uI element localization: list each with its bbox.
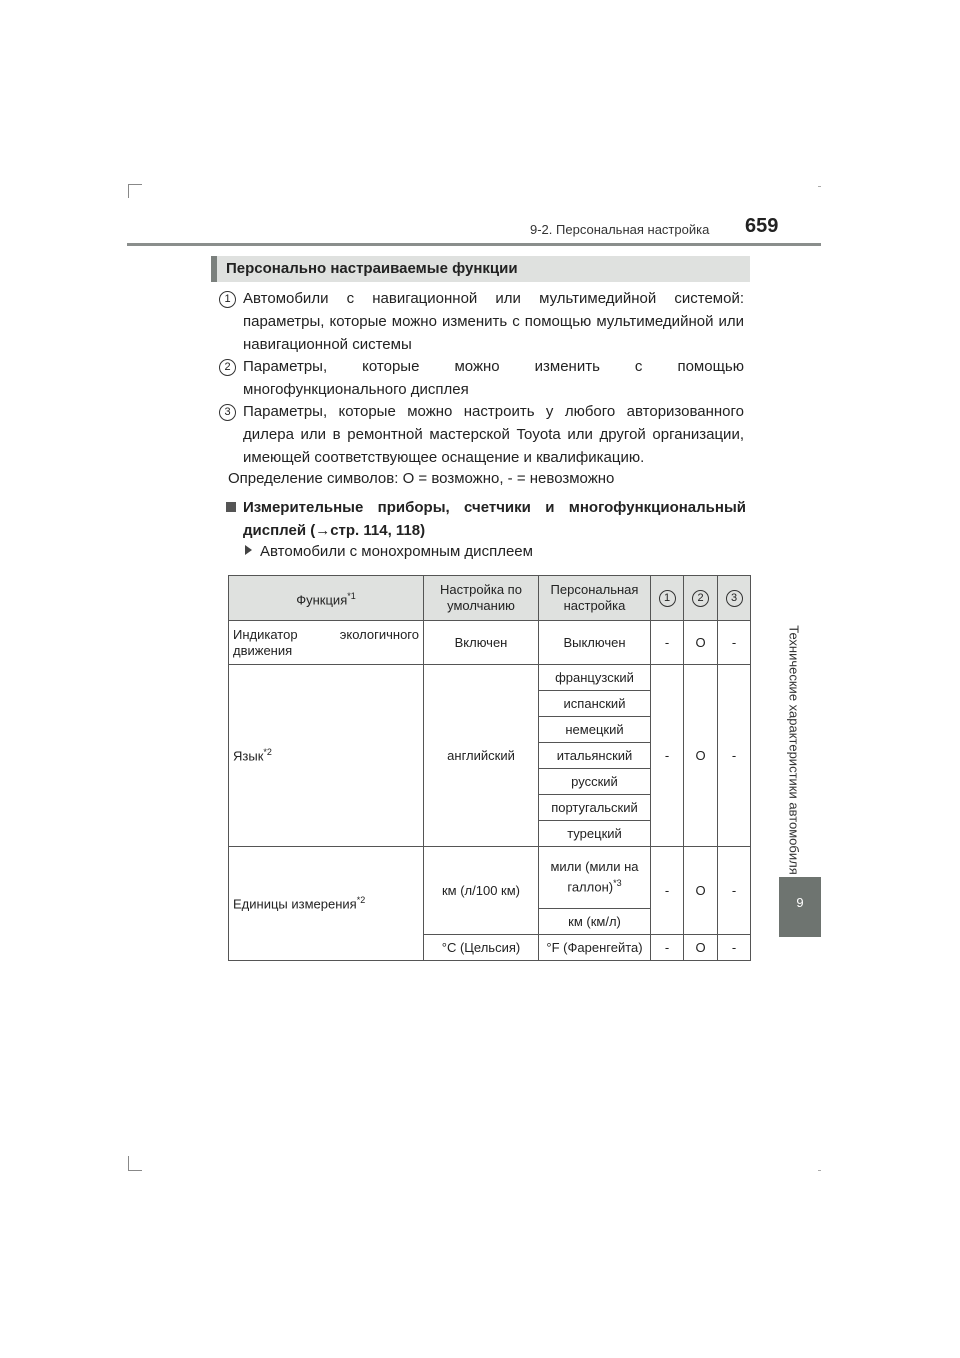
cell-c2: О	[684, 621, 718, 665]
table-row	[229, 621, 751, 665]
cell-c1: -	[651, 665, 684, 847]
cell-c3: -	[718, 621, 751, 665]
cell-function: Единицы измерения$^{*2}$	[229, 847, 424, 961]
col-header-3	[718, 576, 751, 621]
square-bullet-icon	[226, 502, 236, 512]
cell-c3: -	[718, 935, 751, 961]
cell-custom: русский	[539, 769, 651, 795]
cell-custom: французский	[539, 665, 651, 691]
crop-mark	[128, 184, 129, 198]
subheading	[226, 496, 746, 542]
cell-function: Индикатор экологичного движения	[229, 621, 424, 665]
subheading-text: Измерительные приборы, счетчики и многофункциональный дисплей (→стр. 114, 118)	[243, 499, 746, 539]
circle-number-icon: 3	[726, 590, 743, 607]
item-3	[219, 400, 744, 469]
header-rule	[127, 243, 821, 246]
bullet-item	[245, 543, 533, 560]
crop-mark	[128, 184, 142, 185]
circle-number-icon: 1	[219, 291, 236, 308]
section-title: Персонально настраиваемые функции	[226, 260, 518, 277]
table-header-row	[229, 576, 751, 621]
crop-mark	[128, 1170, 142, 1171]
circle-number-icon: 3	[219, 404, 236, 421]
symbol-legend: Определение символов: О = возможно, - = невозможно	[228, 470, 615, 487]
item-1	[219, 287, 744, 356]
crop-dot	[818, 1170, 821, 1171]
cell-c2: О	[684, 935, 718, 961]
section-header: 9-2. Персональная настройка	[530, 222, 710, 237]
cell-function: Язык$^{*2}$	[229, 665, 424, 847]
item-text: Автомобили с навигационной или мультимедийной системой: параметры, которые можно изменить с помощью мультимедийной или навигационной системы	[243, 290, 744, 353]
col-header-custom: Персональная настройка	[539, 576, 651, 621]
crop-mark	[128, 1156, 129, 1170]
table-row	[229, 665, 751, 691]
circle-number-icon: 1	[659, 590, 676, 607]
cell-c2: О	[684, 847, 718, 935]
cell-default: английский	[424, 665, 539, 847]
page-number: 659	[745, 215, 779, 237]
cell-c1: -	[651, 621, 684, 665]
item-text: Параметры, которые можно изменить с помощью многофункционального дисплея	[243, 358, 744, 398]
col-header-2	[684, 576, 718, 621]
chapter-number: 9	[796, 895, 804, 910]
cell-custom: мили (мили на галлон)$^{*3}$	[539, 847, 651, 909]
cell-c3: -	[718, 665, 751, 847]
cell-default: °C (Цельсия)	[424, 935, 539, 961]
section-accent	[211, 256, 217, 282]
chapter-tab	[779, 877, 821, 937]
cell-default: км (л/100 км)	[424, 847, 539, 935]
bullet-text: Автомобили с монохромным дисплеем	[260, 543, 533, 560]
cell-custom: Выключен	[539, 621, 651, 665]
cell-c1: -	[651, 935, 684, 961]
section-title-bar	[211, 256, 750, 282]
cell-custom: португальский	[539, 795, 651, 821]
cell-custom: °F (Фаренгейта)	[539, 935, 651, 961]
cell-c2: О	[684, 665, 718, 847]
cell-custom: немецкий	[539, 717, 651, 743]
col-header-1	[651, 576, 684, 621]
col-header-default: Настройка по умолчанию	[424, 576, 539, 621]
crop-dot	[818, 186, 821, 187]
cell-c1: -	[651, 847, 684, 935]
cell-custom: км (км/л)	[539, 909, 651, 935]
triangle-bullet-icon	[245, 545, 252, 555]
table-row	[229, 847, 751, 909]
cell-custom: итальянский	[539, 743, 651, 769]
chapter-side-title: Технические характеристики автомобиля	[786, 625, 802, 875]
circle-number-icon: 2	[219, 359, 236, 376]
cell-c3: -	[718, 847, 751, 935]
circle-number-icon: 2	[692, 590, 709, 607]
item-2	[219, 355, 744, 401]
cell-custom: турецкий	[539, 821, 651, 847]
item-text: Параметры, которые можно настроить у любого авторизованного дилера или в ремонтной мастерской Toyota или другой организации, имеющей соответствующее оснащение и квалификацию.	[243, 403, 744, 466]
cell-custom: испанский	[539, 691, 651, 717]
cell-default: Включен	[424, 621, 539, 665]
settings-table	[228, 575, 751, 961]
col-header-function: Функция$^{*1}$	[229, 576, 424, 621]
